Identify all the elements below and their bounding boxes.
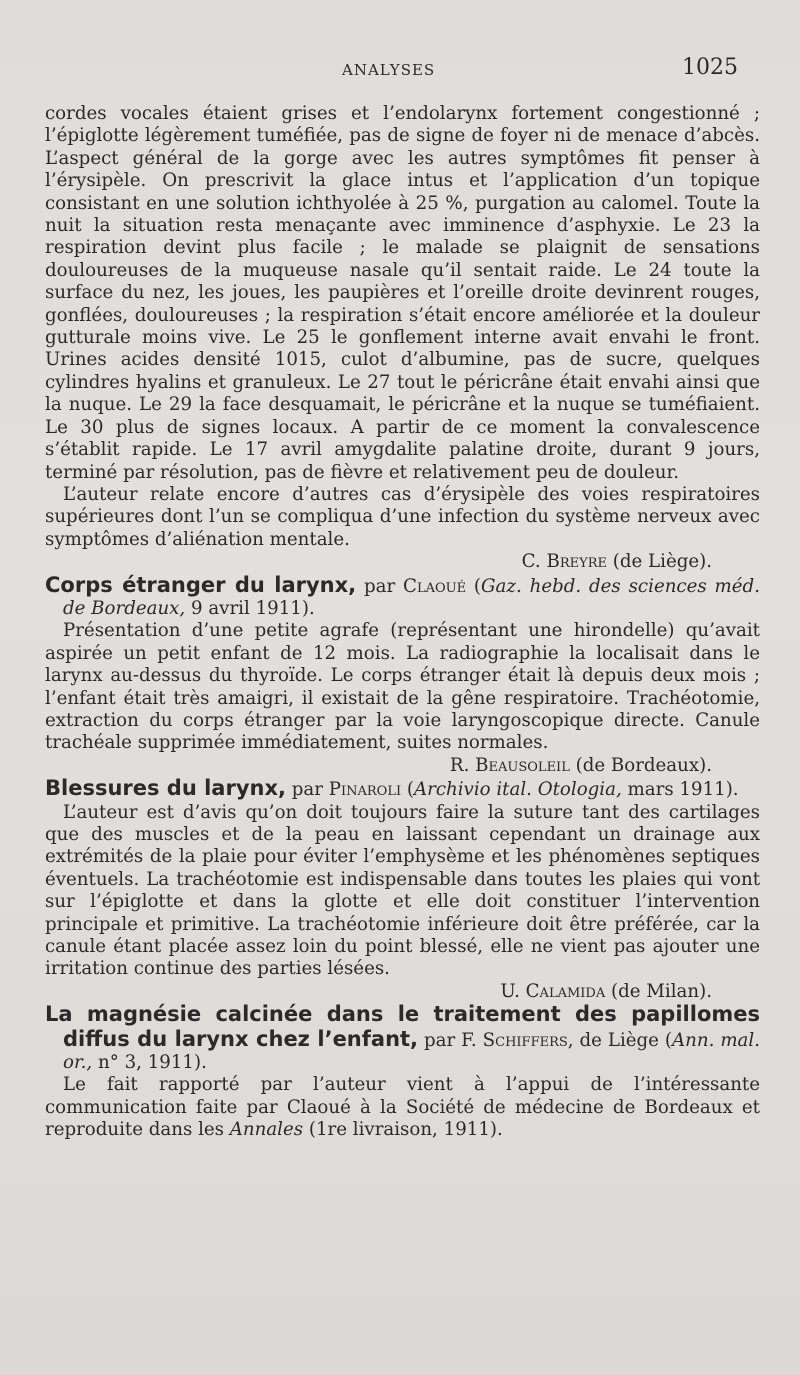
article-date: n° 3, 1911). <box>92 1052 207 1074</box>
signature-place: (de Milan). <box>605 980 712 1002</box>
signature-initial: U. <box>500 980 526 1002</box>
signature-place: (de Liège). <box>606 551 712 573</box>
signature-name: Beausoleil <box>475 754 570 776</box>
article-source: Ann. mal. or., <box>63 1029 761 1074</box>
article-heading <box>45 1003 760 1074</box>
article-by: par F. <box>418 1029 483 1051</box>
page-body <box>45 103 760 1142</box>
article-title: Corps étranger du larynx, <box>45 572 357 597</box>
signature-name: Breyre <box>546 551 607 573</box>
signature-initial: R. <box>449 754 476 776</box>
page-header <box>0 55 800 85</box>
signature-place: (de Bordeaux). <box>569 754 712 776</box>
article-date: mars 1911). <box>621 779 739 801</box>
paragraph: L’auteur est d’avis qu’on doit toujours faire la suture tant des cartilages que des muscles et de la peau en laissant cependant un drainage aux extrémités de la plaie pour éviter l’emphysème et les phénomènes septiques éventuels. La trachéotomie est indispensable dans toutes les plaies qui vont sur l’épiglotte et dans la glotte et elle doit constituer l’intervention principale et primitive. La trachéotomie inférieure doit être préférée, car la canule étant placée assez loin du point blessé, elle ne vient pas ajouter une irritation continue des parties lésées. <box>45 801 760 980</box>
article-by: par <box>286 779 329 801</box>
signature-name: Calamida <box>525 980 606 1002</box>
article-author: Schiffers <box>482 1029 568 1051</box>
article-author: Claoué <box>403 575 467 597</box>
article-source-open: ( <box>466 575 482 597</box>
signature <box>45 981 760 1003</box>
article-heading <box>45 574 760 621</box>
signature <box>45 551 760 573</box>
paragraph-text-end: (1re livraison, 1911). <box>303 1119 503 1141</box>
article-source: Archivio ital. Otologia, <box>414 779 622 801</box>
page-number: 1025 <box>682 55 738 80</box>
article-author: Pinaroli <box>328 779 402 801</box>
article-location: , de Liège <box>567 1029 665 1051</box>
article-source: Gaz. hebd. des sciences méd. de Bordeaux, <box>63 575 760 619</box>
article-source-open: ( <box>401 779 414 801</box>
paragraph-italic: Annales <box>229 1119 304 1141</box>
signature <box>45 755 760 777</box>
article-heading <box>45 777 760 801</box>
paragraph: Présentation d’une petite agrafe (représentant une hirondelle) qu’avait aspirée un petit enfant de 12 mois. La radiographie la localisait dans le larynx au-dessus du thyroïde. Le corps étranger était là depuis deux mois ; l’enfant était très amaigri, il existait de la gêne respiratoire. Trachéotomie, extraction du corps étranger par la voie laryngoscopique directe. Canule trachéale supprimée immédiatement, suites normales. <box>45 620 760 754</box>
paragraph-continued: cordes vocales étaient grises et l’endolarynx fortement congestionné ; l’épiglotte légèrement tuméfiée, pas de signe de foyer ni de menace d’abcès. L’aspect général de la gorge avec les autres symptômes fit penser à l’érysipèle. On prescrivit la glace intus et l’application d’un topique consistant en une solution ichthyolée à 25 %, purgation au calomel. Toute la nuit la situation resta menaçante avec imminence d’asphyxie. Le 23 la respiration devint plus facile ; le malade se plaignit de sensations douloureuses de la muqueuse nasale qu’il sentait raide. Le 24 toute la surface du nez, les joues, les paupières et l’oreille droite devinrent rouges, gonflées, douloureuses ; la respiration s’était encore améliorée et la douleur gutturale moins vive. Le 25 le gonflement interne avait envahi le front. Urines acides densité 1015, culot d’albumine, pas de sucre, quelques cylindres hyalins et granuleux. Le 27 tout le péricrâne était envahi ainsi que la nuque. Le 29 la face desquamait, le péricrâne et la nuque se tuméfiaient. Le 30 plus de signes locaux. A partir de ce moment la convalescence s’établit rapide. Le 17 avril amygdalite palatine droite, durant 9 jours, terminé par résolution, pas de fièvre et relativement peu de douleur. <box>45 103 760 483</box>
article-title: La magnésie calcinée dans le traitement des papillomes diffus du larynx chez l’enfant, <box>45 1002 760 1051</box>
article-by: par <box>356 575 404 597</box>
paragraph <box>45 1074 760 1141</box>
paragraph-text: Le fait rapporté par l’auteur vient à l’appui de l’intéressante communication faite par Claoué à la Société de médecine de Bordeaux et reproduite dans les <box>45 1074 760 1141</box>
article-title: Blessures du larynx, <box>45 776 286 801</box>
running-title: ANALYSES <box>342 61 436 79</box>
signature-initial: C. <box>521 551 547 573</box>
article-source-open: ( <box>664 1029 673 1051</box>
paragraph: L’auteur relate encore d’autres cas d’érysipèle des voies respiratoires supérieures dont l’un se compliqua d’une infection du système nerveux avec symptômes d’aliénation mentale. <box>45 483 760 550</box>
article-date: 9 avril 1911). <box>185 597 315 619</box>
